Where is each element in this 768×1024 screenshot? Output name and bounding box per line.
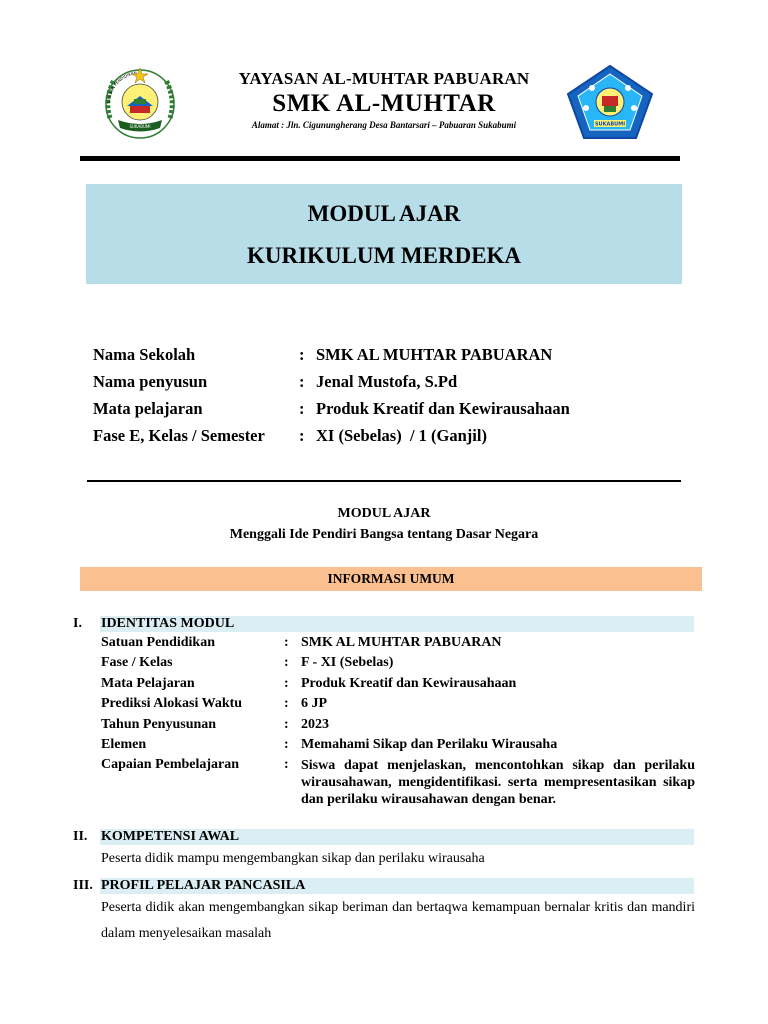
identitas-value: SMK AL MUHTAR PABUARAN: [301, 635, 502, 650]
informasi-umum-bar: INFORMASI UMUM: [80, 567, 702, 591]
info-colon: :: [299, 399, 305, 418]
identitas-colon: :: [284, 696, 289, 712]
foundation-name: YAYASAN AL-MUHTAR PABUARAN: [238, 69, 530, 88]
identitas-table: [101, 635, 695, 827]
school-crest-logo: [96, 62, 184, 142]
identitas-label: Elemen: [101, 736, 147, 752]
header-divider: [80, 156, 680, 161]
identitas-row: [101, 717, 695, 737]
identitas-colon: :: [284, 675, 289, 691]
capaian-value: Siswa dapat menjelaskan, mencontohkan sikap dan perilaku wirausahawan, mengidentifikasi. serta mempresentasikan sikap dan perilaku wirausahawan dengan benar.: [301, 758, 695, 808]
identitas-label: Prediksi Alokasi Waktu: [101, 696, 243, 712]
identitas-label: Mata Pelajaran: [101, 675, 195, 691]
identitas-row: [101, 655, 695, 675]
info-label: Nama penyusun: [93, 372, 208, 391]
capaian-colon: :: [284, 757, 289, 773]
info-value: SMK AL MUHTAR PABUARAN: [316, 345, 553, 364]
identitas-row: [101, 737, 695, 757]
section-2-number: II.: [73, 829, 88, 844]
identitas-label: Fase / Kelas: [101, 655, 173, 671]
info-divider: [87, 480, 681, 482]
info-label: Mata pelajaran: [93, 399, 203, 418]
identitas-colon: :: [284, 635, 289, 650]
letterhead: [190, 68, 578, 132]
section-2-title: KOMPETENSI AWAL: [101, 829, 240, 844]
capaian-label: Capaian Pembelajaran: [101, 757, 240, 773]
school-address: Alamat : Jln. Cigunungherang Desa Bantarsari – Pabuaran Sukabumi: [251, 120, 517, 130]
identitas-label: Tahun Penyusunan: [101, 716, 217, 732]
section-2-text: Peserta didik mampu mengembangkan sikap dan perilaku wirausaha: [101, 851, 485, 866]
crest-ribbon-text: SUKABUMI: [129, 124, 151, 129]
title-line-2: KURIKULUM MERDEKA: [246, 243, 522, 268]
identitas-value: F - XI (Sebelas): [301, 655, 394, 671]
identitas-colon: :: [284, 655, 289, 671]
identitas-value: Memahami Sikap dan Perilaku Wirausaha: [301, 736, 558, 752]
info-colon: :: [299, 372, 305, 391]
module-subtitle: Menggali Ide Pendiri Bangsa tentang Dasar Negara: [229, 527, 539, 542]
section-3-number: III.: [73, 878, 93, 893]
title-box: [86, 184, 682, 284]
section-1-number: I.: [73, 616, 82, 631]
info-value: Jenal Mustofa, S.Pd: [316, 372, 458, 391]
info-colon: :: [299, 345, 305, 364]
section-3-title: PROFIL PELAJAR PANCASILA: [101, 878, 306, 893]
section-1-title: IDENTITAS MODUL: [101, 616, 235, 631]
identitas-colon: :: [284, 736, 289, 752]
info-label: Nama Sekolah: [93, 345, 196, 364]
title-line-1: MODUL AJAR: [307, 201, 461, 226]
identitas-row: [101, 696, 695, 716]
info-label: Fase E, Kelas / Semester: [93, 426, 265, 445]
identitas-value: 6 JP: [301, 696, 328, 712]
identitas-value: Produk Kreatif dan Kewirausahaan: [301, 675, 517, 691]
module-title: MODUL AJAR: [337, 506, 431, 521]
info-value: XI (Sebelas) / 1 (Ganjil): [316, 426, 487, 445]
identitas-label: Satuan Pendidikan: [101, 635, 215, 650]
school-name: SMK AL-MUHTAR: [272, 90, 496, 117]
regency-seal-logo: [566, 64, 654, 140]
crest-arc-text: YAYASAN PENDIDIKAN: [105, 70, 138, 105]
seal-ribbon-text: SUKABUMI: [594, 121, 626, 128]
capaian-row: [101, 757, 695, 827]
identitas-colon: :: [284, 716, 289, 732]
info-colon: :: [299, 426, 305, 445]
section-3-text: Peserta didik akan mengembangkan sikap beriman dan bertaqwa kemampuan bernalar kritis dan mandiri dalam menyelesaikan masalah: [101, 900, 695, 941]
info-value: Produk Kreatif dan Kewirausahaan: [316, 399, 570, 418]
identitas-row: [101, 635, 695, 655]
identitas-row: [101, 676, 695, 696]
identitas-value: 2023: [301, 716, 329, 732]
